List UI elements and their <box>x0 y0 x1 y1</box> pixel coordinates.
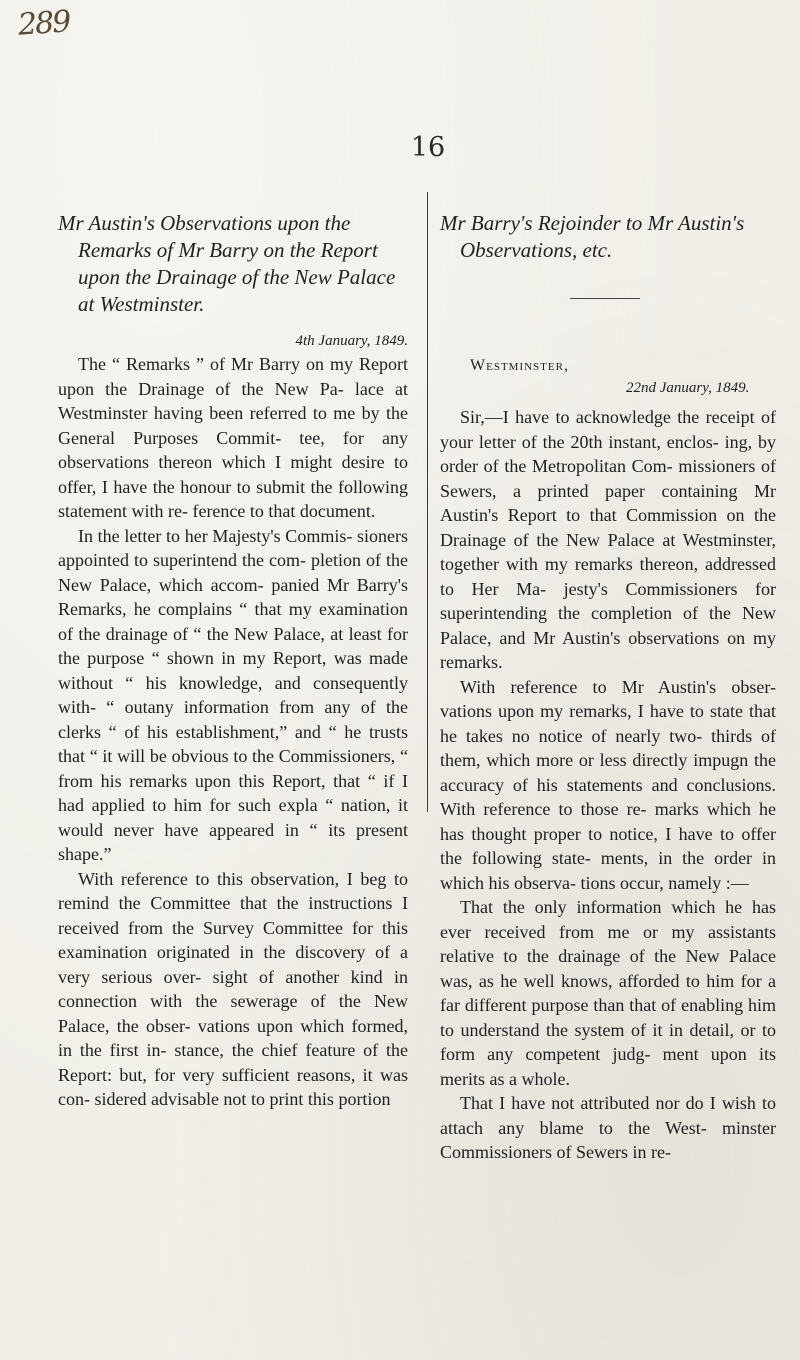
right-title: Mr Barry's Rejoinder to Mr Austin's Observations, etc. <box>440 211 745 262</box>
title-rule <box>570 298 640 299</box>
left-date: 4th January, 1849. <box>295 333 408 349</box>
right-date: 22nd January, 1849. <box>626 380 750 396</box>
column-divider <box>427 192 428 812</box>
left-paragraph: With reference to this observation, I beg to remind the Committee that the instructions I received from the Survey Committee for this examination originated in the discovery of a very serious over- sight of another kind in connection with the sewerage of the New Palace, the obser- vations upon which formed, in the first in- stance, the chief feature of the Report: but, for very sufficient reasons, it was con- sidered advisable not to print this portion <box>58 868 408 1109</box>
page-number: 16 <box>410 132 446 163</box>
left-column <box>58 210 408 1112</box>
left-paragraph: The “ Remarks ” of Mr Barry on my Report upon the Drainage of the New Pa- lace at Westminster having been referred to me by the General Purposes Commit- tee, for any observations thereon which I might desire to offer, I have the honour to submit the following statement with re- ference to that document. <box>58 354 408 521</box>
left-title: Mr Austin's Observations upon the Remarks of Mr Barry on the Report upon the Drainage of the New Palace at Westminster. <box>58 211 396 316</box>
right-paragraph: That the only information which he has ever received from me or my assistants relative to the drainage of the New Palace was, as he well knows, afforded to him for a far different purpose than that of enabling him to understand the system of it in detail, or to form any competent judg- ment upon its merits as a whole. <box>440 897 776 1089</box>
right-paragraph: Sir,—I have to acknowledge the receipt of your letter of the 20th instant, enclos- ing, by order of the Metropolitan Com- missioners of Sewers, a printed paper containing Mr Austin's Report to that Commission on the Drainage of the New Palace at Westminster, together with my remarks thereon, addressed to Her Ma- jesty's Commissioners for superintending the completion of the New Palace, and Mr Austin's observations on my remarks. <box>440 407 776 672</box>
handwritten-folio-number: 289 <box>16 4 71 43</box>
right-paragraph: That I have not attributed nor do I wish to attach any blame to the West- minster Commissioners of Sewers in re- <box>440 1093 776 1162</box>
left-paragraph: In the letter to her Majesty's Commis- sioners appointed to superintend the com- pletion of the New Palace, which accom- panied Mr Barry's Remarks, he complains “ that my examination of the drainage of “ the New Palace, at least for the purpose “ shown in my Report, was made without “ his knowledge, and consequently with- “ outany information from any of the clerks “ of his establishment,” and “ he trusts that “ it will be obvious to the Commissioners, “ from his remarks upon this Report, that “ if I had applied to him for such expla “ nation, it would never have appeared in “ its present shape.” <box>58 525 408 864</box>
right-place: Westminster, <box>470 357 569 374</box>
right-column <box>440 210 776 1165</box>
right-paragraph: With reference to Mr Austin's obser- vations upon my remarks, I have to state that he takes no notice of nearly two- thirds of them, which more or less directly impugn the accuracy of his statements and conclusions. With reference to those re- marks which he has thought proper to notice, I have to offer the following state- ments, in the order in which his observa- tions occur, namely :— <box>440 676 776 893</box>
